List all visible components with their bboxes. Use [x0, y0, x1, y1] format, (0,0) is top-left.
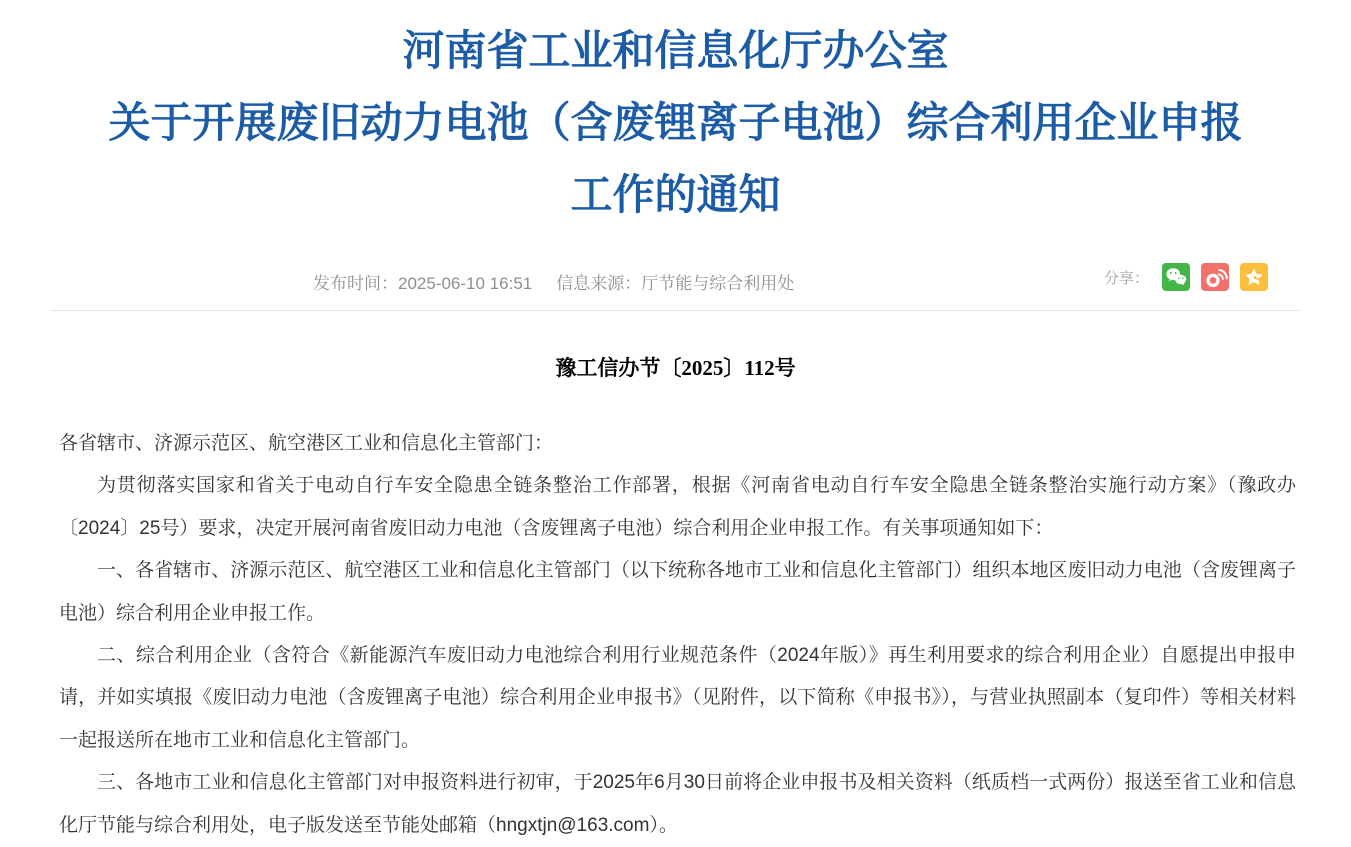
share-bar — [1104, 263, 1268, 291]
divider — [50, 310, 1301, 311]
paragraph-4: 三、各地市工业和信息化主管部门对申报资料进行初审，于2025年6月30日前将企业申报书及相关资料（纸质档一式两份）报送至省工业和信息化厅节能与综合利用处，电子版发送至节能处邮箱（hngxtjn@163.com）。 — [59, 772, 1296, 836]
weibo-icon — [1201, 263, 1229, 291]
wechat-icon — [1162, 263, 1190, 291]
doc-number: 豫工信办节〔2025〕112号 — [555, 356, 796, 380]
share-wechat-button[interactable] — [1162, 263, 1190, 291]
share-weibo-button[interactable] — [1201, 263, 1229, 291]
qzone-icon — [1240, 263, 1268, 291]
source-label: 信息来源： — [556, 274, 642, 293]
salutation: 各省辖市、济源示范区、航空港区工业和信息化主管部门： — [59, 433, 554, 454]
publish-time-label: 发布时间： — [313, 274, 398, 293]
publish-time-value: 2025-06-10 16:51 — [398, 274, 533, 293]
share-label: 分享： — [1103, 269, 1149, 287]
title-line-3: 工作的通知 — [570, 171, 781, 218]
paragraph-2: 一、各省辖市、济源示范区、航空港区工业和信息化主管部门（以下统称各地市工业和信息化主管部门）组织本地区废旧动力电池（含废锂离子电池）综合利用企业申报工作。 — [59, 560, 1296, 624]
article-body — [59, 423, 1296, 847]
source-value: 厅节能与综合利用处 — [641, 274, 795, 293]
article-meta — [313, 269, 794, 294]
page-title — [0, 15, 1351, 231]
title-line-1: 河南省工业和信息化厅办公室 — [402, 27, 949, 74]
paragraph-3: 二、综合利用企业（含符合《新能源汽车废旧动力电池综合利用行业规范条件（2024年版）》再生利用要求的综合利用企业）自愿提出申报申请，并如实填报《废旧动力电池（含废锂离子电池）综合利用企业申报书》（见附件，以下简称《申报书》），与营业执照副本（复印件）等相关材料一起报送所在地市工业和信息化主管部门。 — [59, 645, 1296, 751]
paragraph-1: 为贯彻落实国家和省关于电动自行车安全隐患全链条整治工作部署，根据《河南省电动自行车安全隐患全链条整治实施行动方案》（豫政办〔2024〕25号）要求，决定开展河南省废旧动力电池（含废锂离子电池）综合利用企业申报工作。有关事项通知如下： — [59, 475, 1296, 539]
title-line-2: 关于开展废旧动力电池（含废锂离子电池）综合利用企业申报 — [108, 99, 1243, 146]
share-qzone-button[interactable] — [1240, 263, 1268, 291]
